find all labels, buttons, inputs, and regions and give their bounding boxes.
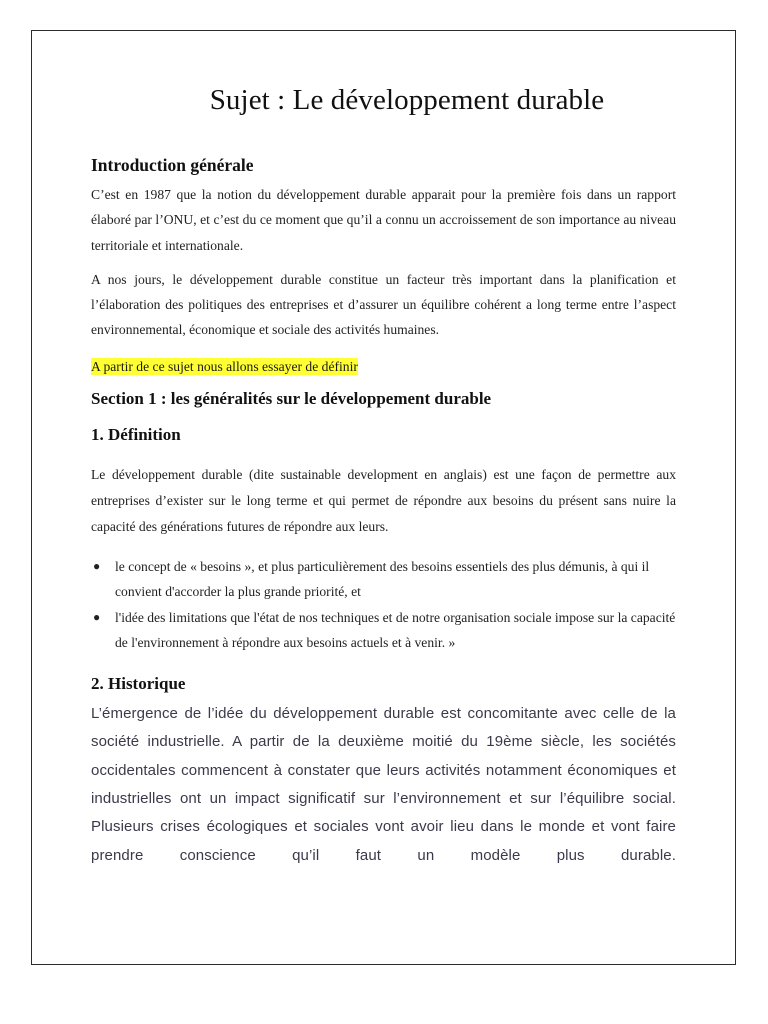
intro-paragraph-1: C’est en 1987 que la notion du développement durable apparait pour la première fois dans un rapport élaboré par l’ONU, et c’est du ce moment que qu’il a connu un accroissement de son importance au niveau territoriale et internationale. (91, 187, 676, 253)
intro-paragraph-2: A nos jours, le développement durable constitue un facteur très important dans la planification et l’élaboration des politiques des entreprises et d’assurer un équilibre cohérent a long terme entre l’aspect environnemental, économique et sociale des activités humaines. (91, 271, 676, 338)
page-title: Sujet : Le développement durable (209, 84, 605, 116)
bullet-dot-icon: ● (93, 609, 101, 624)
definition-paragraph: Le développement durable (dite sustainable development en anglais) est une façon de permettre aux entreprises d’exister sur le long terme et qui permet de répondre aux besoins du présent sans nuire la capacité des générations futures de répondre aux leurs. (91, 466, 676, 534)
historique-heading: 2. Historique (91, 673, 186, 693)
highlighted-text: A partir de ce sujet nous allons essayer de définir (91, 358, 358, 374)
section-1-heading: Section 1 : les généralités sur le développement durable (91, 388, 492, 408)
bullet-dot-icon: ● (93, 558, 101, 573)
intro-heading: Introduction générale (91, 155, 254, 175)
list-item-text: l'idée des limitations que l'état de nos techniques et de notre organisation sociale impose sur la capacité de l'environnement à répondre aux besoins actuels et à venir. » (115, 609, 676, 651)
list-item (93, 605, 676, 656)
highlighted-line (91, 358, 676, 380)
historique-paragraph: L’émergence de l’idée du développement durable est concomitante avec celle de la société industrielle. A partir de la deuxième moitié du 19ème siècle, les sociétés occidentales commencent à constater que leurs activités notamment économiques et industrielles ont un impact significatif sur l’environnement et sur l’équilibre social. Plusieurs crises écologiques et sociales vont avoir lieu dans le monde et vont faire prendre conscience qu’il faut un modèle plus durable. (91, 704, 676, 864)
list-item-text: le concept de « besoins », et plus particulièrement des besoins essentiels des plus démunis, à qui il convient d'accorder la plus grande priorité, et (115, 558, 650, 600)
definition-bullet-list (91, 554, 676, 656)
list-item (93, 554, 676, 605)
document-content (91, 84, 676, 870)
definition-heading: 1. Définition (91, 424, 181, 444)
